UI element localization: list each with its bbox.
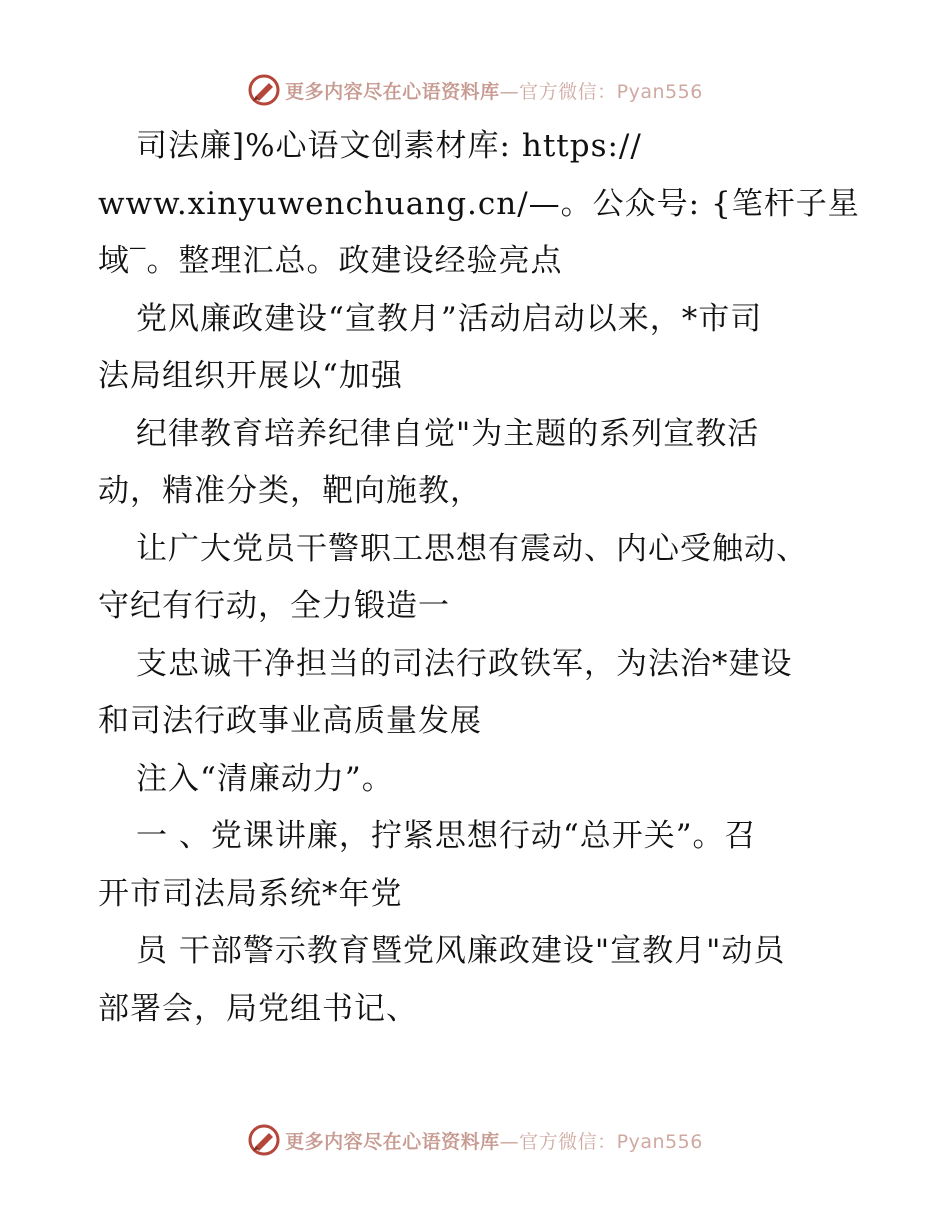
banner-text: [285, 77, 703, 104]
banner-dash: —: [499, 1130, 520, 1153]
text-line: 司法廉]%心语文创素材库: https://: [136, 128, 642, 164]
text-line: 和司法行政事业高质量发展: [98, 703, 482, 739]
pen-logo-icon: [247, 73, 281, 107]
pen-logo-icon: [247, 1123, 281, 1157]
banner-site-name: 更多内容尽在心语资料库: [285, 1130, 500, 1153]
text-line: 党风廉政建设“宣教月”活动启动以来，*市司: [136, 300, 763, 337]
banner-text: [285, 1127, 703, 1154]
banner-wechat: 官方微信：Pyan556: [519, 80, 703, 103]
text-line: 员 干部警示教育暨党风廉政建设"宣教月"动员: [136, 933, 786, 969]
text-line: 注入“清廉动力”。: [136, 760, 394, 797]
text-line: 开市司法局系统*年党: [98, 875, 403, 912]
banner-site-name: 更多内容尽在心语资料库: [285, 80, 500, 103]
text-line: 一 、党课讲廉，拧紧思想行动“总开关”。召: [136, 818, 757, 854]
text-line: 法局组织开展以“加强: [98, 358, 403, 394]
text-line: 域‾。整理汇总。政建设经验亮点: [98, 243, 563, 279]
text-line: www.xinyuwenchuang.cn/—。公众号: {笔杆子星: [98, 185, 860, 222]
banner-wechat: 官方微信：Pyan556: [519, 1130, 703, 1153]
text-line: 纪律教育培养纪律自觉"为主题的系列宣教活: [136, 415, 760, 452]
document-body: [98, 118, 860, 1038]
text-line: 守纪有行动，全力锻造一: [98, 588, 450, 624]
text-line: 让广大党员干警职工思想有震动、内心受触动、: [136, 530, 808, 567]
text-line: 动，精准分类，靶向施教，: [98, 473, 482, 509]
text-line: 支忠诚干净担当的司法行政铁军，为法治*建设: [136, 645, 793, 682]
text-line: 部署会，局党组书记、: [98, 990, 418, 1027]
header-banner: [0, 70, 950, 110]
banner-dash: —: [499, 80, 520, 103]
footer-banner: [0, 1120, 950, 1160]
